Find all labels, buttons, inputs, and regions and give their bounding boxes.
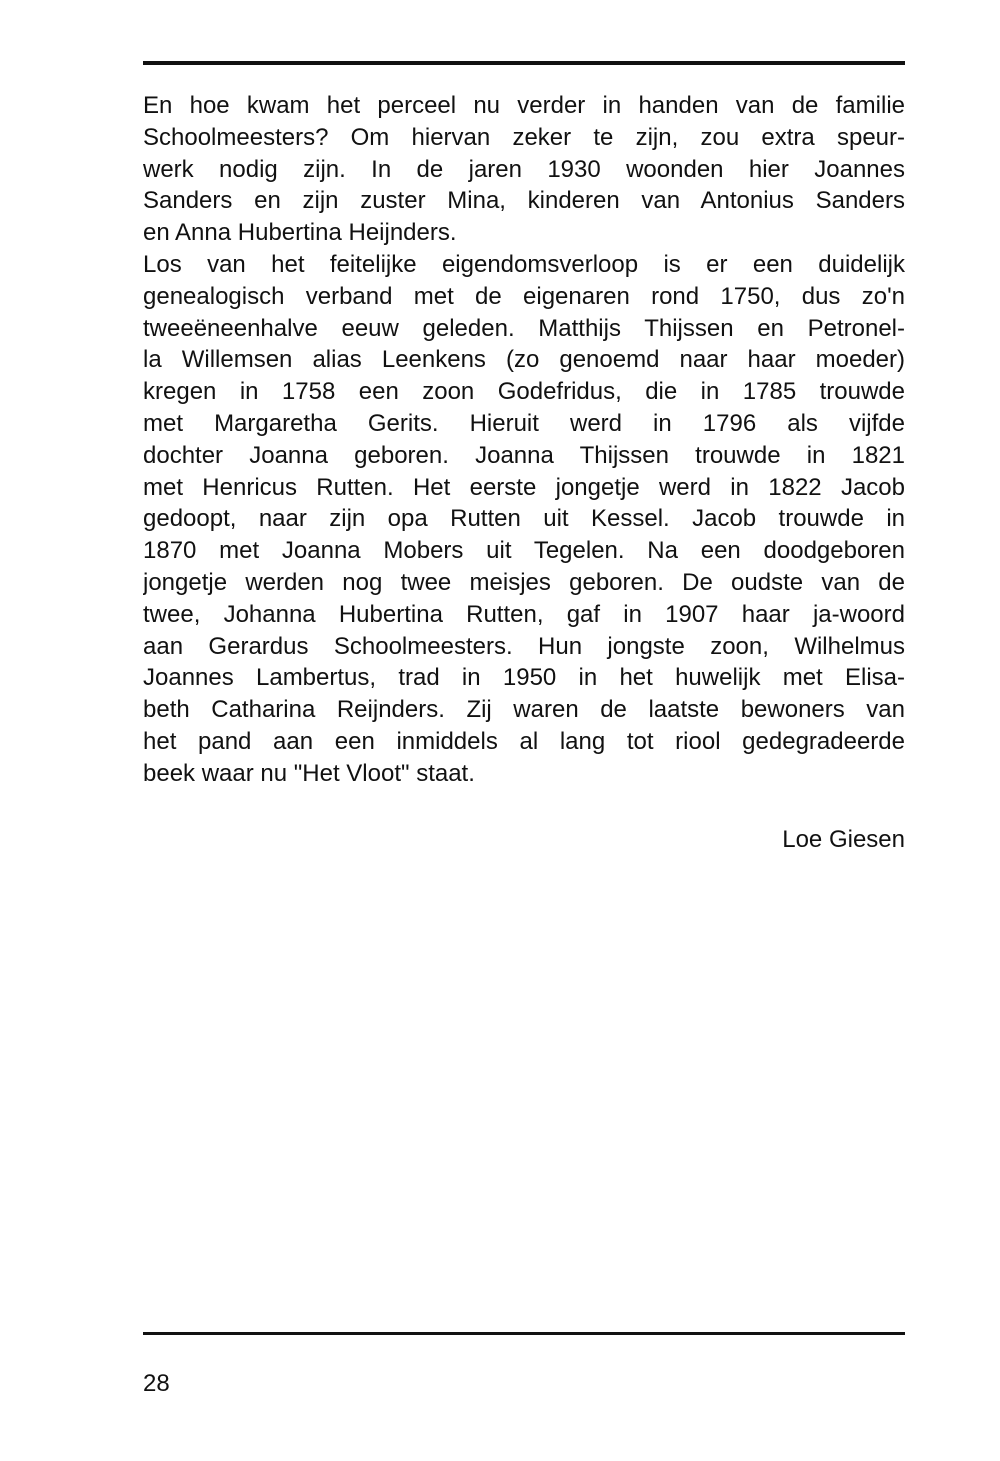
paragraph-1 [143,90,905,249]
page-number: 28 [143,1370,170,1397]
text-line: genealogisch verband met de eigenaren rond 1750, dus zo'n [143,282,905,310]
text-line: met Henricus Rutten. Het eerste jongetje werd in 1822 Jacob [143,473,905,501]
text-line: twee, Johanna Hubertina Rutten, gaf in 1907 haar ja-woord [143,600,905,628]
text-line: dochter Joanna geboren. Joanna Thijssen trouwde in 1821 [143,441,905,469]
top-rule [143,61,905,65]
text-line: beek waar nu "Het Vloot" staat. [143,759,475,787]
text-line: aan Gerardus Schoolmeesters. Hun jongste zoon, Wilhelmus [143,632,905,660]
text-line: jongetje werden nog twee meisjes geboren. De oudste van de [143,568,905,596]
text-line: Schoolmeesters? Om hiervan zeker te zijn, zou extra speur- [143,123,905,151]
text-line: tweeëneenhalve eeuw geleden. Matthijs Thijssen en Petronel- [143,314,905,342]
text-line: En hoe kwam het perceel nu verder in handen van de familie [143,92,905,119]
text-line: Los van het feitelijke eigendomsverloop is er een duidelijk [143,250,905,278]
text-line: beth Catharina Reijnders. Zij waren de laatste bewoners van [143,696,905,724]
text-line: kregen in 1758 een zoon Godefridus, die in 1785 trouwde [143,378,905,406]
text-line: 1870 met Joanna Mobers uit Tegelen. Na een doodgeboren [143,537,905,565]
text-line: la Willemsen alias Leenkens (zo genoemd naar haar moeder) [143,346,905,374]
text-line: Joannes Lambertus, trad in 1950 in het huwelijk met Elisa- [143,664,905,692]
text-line: en Anna Hubertina Heijnders. [143,219,457,247]
paragraph-2 [143,249,905,790]
text-line: Sanders en zijn zuster Mina, kinderen van Antonius Sanders [143,187,905,215]
text-line: gedoopt, naar zijn opa Rutten uit Kessel. Jacob trouwde in [143,505,905,533]
author-signature: Loe Giesen [782,826,905,853]
article-body [143,90,905,790]
text-line: werk nodig zijn. In de jaren 1930 woonden hier Joannes [143,155,905,183]
text-line: met Margaretha Gerits. Hieruit werd in 1796 als vijfde [143,409,905,437]
bottom-rule [143,1332,905,1335]
text-line: het pand aan een inmiddels al lang tot riool gedegradeerde [143,727,905,755]
